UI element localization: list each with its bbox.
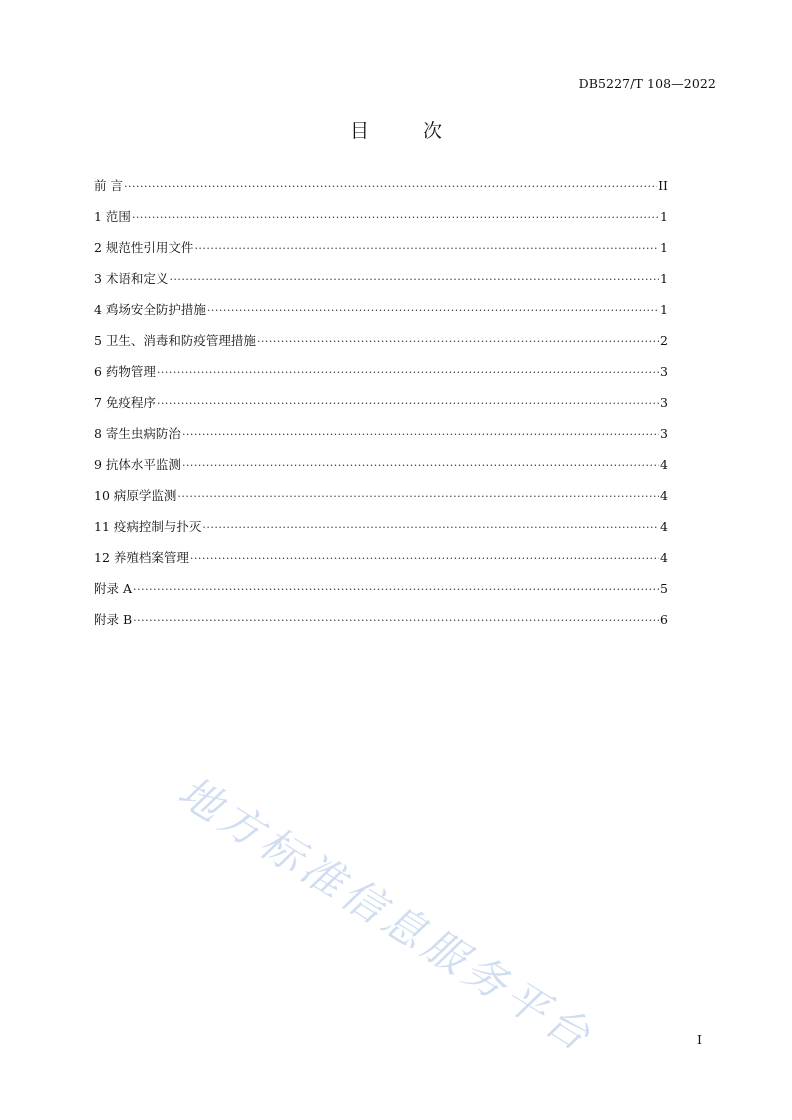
toc-entry-page: II (658, 178, 668, 193)
toc-leader-dots (177, 490, 659, 503)
page-number: I (697, 1032, 702, 1047)
toc-leader-dots (190, 552, 659, 565)
toc-entry[interactable] (94, 393, 668, 424)
toc-entry-label: 2 规范性引用文件 (94, 240, 194, 255)
toc-entry-page: 1 (660, 209, 668, 224)
toc-leader-dots (124, 180, 657, 193)
toc-entry-label: 前 言 (94, 178, 123, 193)
toc-entry[interactable] (94, 207, 668, 238)
toc-entry[interactable] (94, 517, 668, 548)
toc-entry[interactable] (94, 176, 668, 207)
toc-leader-dots (182, 459, 659, 472)
toc-entry-page: 3 (660, 426, 668, 441)
toc-leader-dots (133, 583, 659, 596)
toc-entry-label: 1 范围 (94, 209, 131, 224)
toc-leader-dots (157, 397, 659, 410)
toc-entry[interactable] (94, 486, 668, 517)
toc-entry-page: 5 (660, 581, 668, 596)
toc-entry[interactable] (94, 331, 668, 362)
toc-entry-label: 附录 A (94, 581, 133, 596)
toc-entry-label: 11 疫病控制与扑灭 (94, 519, 202, 534)
toc-entry[interactable] (94, 269, 668, 300)
toc-entry-page: 4 (660, 550, 668, 565)
toc-entry-page: 1 (660, 302, 668, 317)
toc-entry[interactable] (94, 300, 668, 331)
toc-entry-page: 1 (660, 240, 668, 255)
toc-entry[interactable] (94, 362, 668, 393)
watermark: 地方标准信息服务平台 (169, 766, 603, 1063)
toc-entry-page: 4 (660, 488, 668, 503)
toc-leader-dots (169, 273, 659, 286)
toc-entry[interactable] (94, 579, 668, 610)
toc-entry-page: 2 (660, 333, 668, 348)
toc-entry-page: 4 (660, 457, 668, 472)
toc-leader-dots (202, 521, 659, 534)
toc-leader-dots (132, 211, 659, 224)
table-of-contents (94, 176, 668, 641)
document-code: DB5227/T 108—2022 (578, 76, 716, 91)
toc-leader-dots (194, 242, 659, 255)
toc-entry-label: 12 养殖档案管理 (94, 550, 189, 565)
toc-entry-label: 5 卫生、消毒和防疫管理措施 (94, 333, 256, 348)
toc-leader-dots (207, 304, 659, 317)
toc-entry-label: 7 免疫程序 (94, 395, 156, 410)
toc-entry[interactable] (94, 424, 668, 455)
toc-entry-label: 3 术语和定义 (94, 271, 169, 286)
toc-entry-label: 9 抗体水平监测 (94, 457, 181, 472)
toc-title: 目 次 (349, 120, 467, 142)
toc-entry[interactable] (94, 455, 668, 486)
toc-entry-label: 10 病原学监测 (94, 488, 177, 503)
toc-entry-page: 3 (660, 395, 668, 410)
toc-entry-label: 8 寄生虫病防治 (94, 426, 181, 441)
toc-leader-dots (182, 428, 659, 441)
toc-entry-page: 6 (660, 612, 668, 627)
toc-entry[interactable] (94, 548, 668, 579)
toc-entry-label: 6 药物管理 (94, 364, 156, 379)
toc-entry-label: 附录 B (94, 612, 133, 627)
toc-entry-label: 4 鸡场安全防护措施 (94, 302, 206, 317)
toc-entry-page: 4 (660, 519, 668, 534)
toc-leader-dots (133, 614, 659, 627)
toc-entry[interactable] (94, 610, 668, 641)
toc-entry-page: 1 (660, 271, 668, 286)
toc-entry-page: 3 (660, 364, 668, 379)
toc-leader-dots (157, 366, 659, 379)
toc-entry[interactable] (94, 238, 668, 269)
toc-leader-dots (257, 335, 659, 348)
